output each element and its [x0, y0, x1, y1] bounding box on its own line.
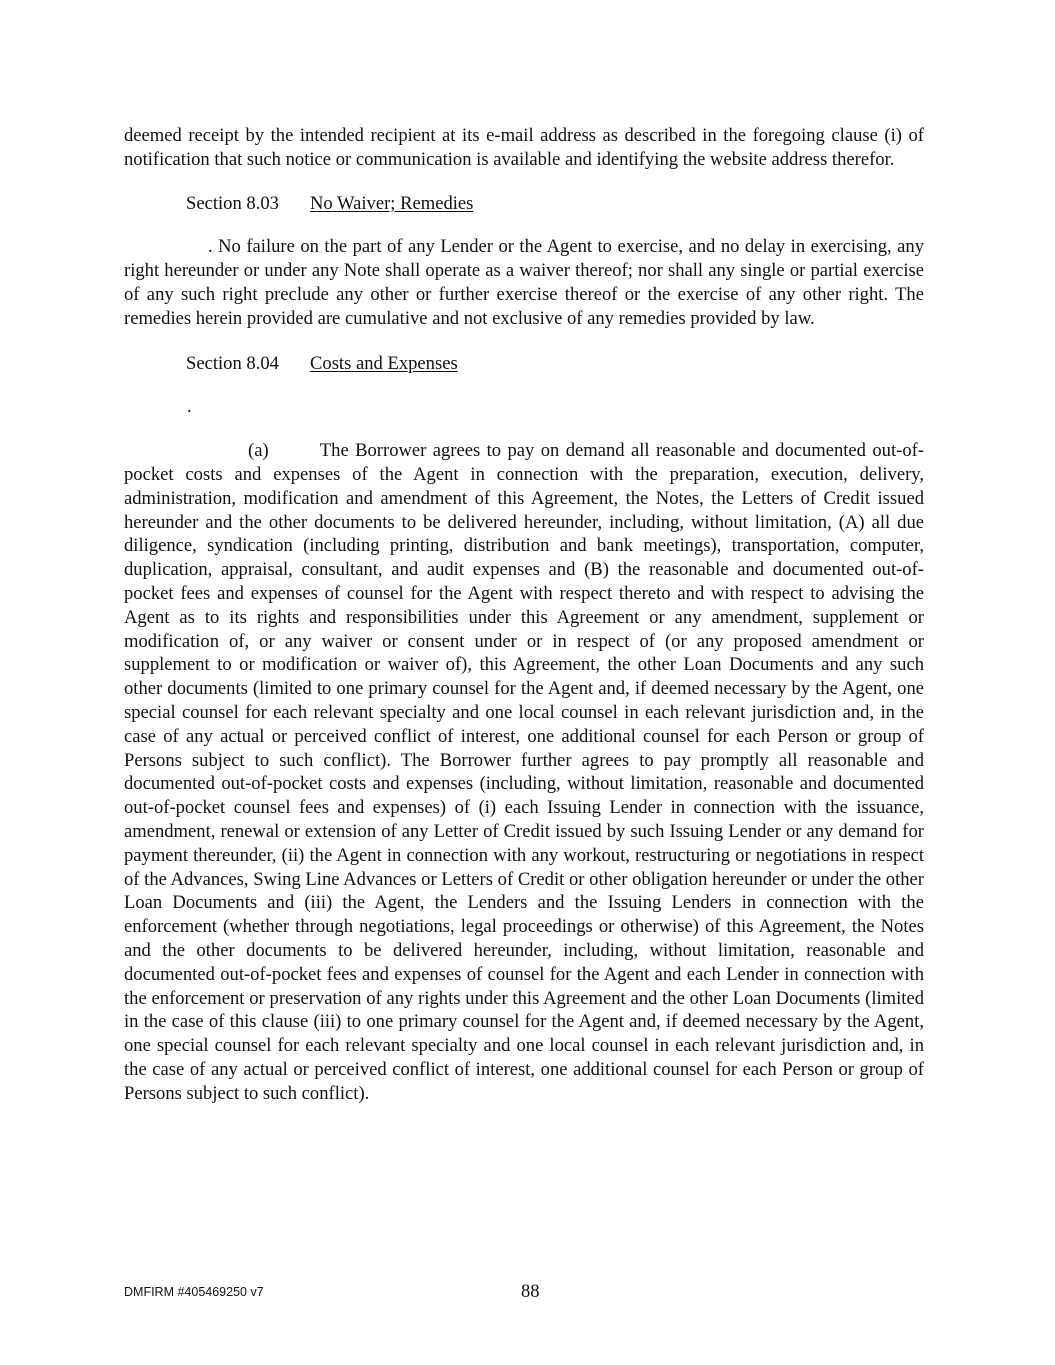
document-body [124, 124, 924, 1105]
paragraph-no-waiver: . No failure on the part of any Lender or the Agent to exercise, and no delay in exercising, any right hereunder or under any Note shall operate as a waiver thereof; nor shall any single or partial exercise of any such right preclude any other or further exercise thereof or the exercise of any other right. The remedies herein provided are cumulative and not exclusive of any remedies provided by law. [124, 236, 924, 329]
section-number: Section 8.03 [186, 192, 279, 214]
paragraph-intro: deemed receipt by the intended recipient at its e-mail address as described in the foregoing clause (i) of notification that such notice or communication is available and identifying the website address therefor. [124, 125, 924, 170]
page-number: 88 [521, 1281, 540, 1302]
footer-document-id: DMFIRM #405469250 v7 [124, 1285, 264, 1299]
section-heading-8-04 [124, 352, 924, 376]
section-number: Section 8.04 [186, 352, 279, 374]
section-title: Costs and Expenses [310, 352, 458, 374]
section-title: No Waiver; Remedies [310, 192, 474, 214]
paragraph-costs-dot: . [187, 396, 192, 418]
paragraph-costs-a: (a) The Borrower agrees to pay on demand all reasonable and documented out-of-pocket costs and expenses of the Agent in connection with the preparation, execution, delivery, administration, modification and amendment of this Agreement, the Notes, the Letters of Credit issued hereunder and the other documents to be delivered hereunder, including, without limitation, (A) all due diligence, syndication (including printing, distribution and bank meetings), transportation, computer, duplication, appraisal, consultant, and audit expenses and (B) the reasonable and documented out-of-pocket fees and expenses of counsel for the Agent with respect thereto and with respect to advising the Agent as to its rights and responsibilities under this Agreement or any amendment, supplement or modification of, or any waiver or consent under or in respect of (or any proposed amendment or supplement to or modification or waiver of), this Agreement, the other Loan Documents and any such other documents (limited to one primary counsel for the Agent and, if deemed necessary by the Agent, one special counsel for each relevant specialty and one local counsel in each relevant jurisdiction and, in the case of any actual or perceived conflict of interest, one additional counsel for each Person or group of Persons subject to such conflict). The Borrower further agrees to pay promptly all reasonable and documented out-of-pocket costs and expenses (including, without limitation, reasonable and documented out-of-pocket counsel fees and expenses) of (i) each Issuing Lender in connection with the issuance, amendment, renewal or extension of any Letter of Credit issued by such Issuing Lender or any demand for payment thereunder, (ii) the Agent in connection with any workout, restructuring or negotiations in respect of the Advances, Swing Line Advances or Letters of Credit or other obligation hereunder or under the other Loan Documents and (iii) the Agent, the Lenders and the Issuing Lenders in connection with the enforcement (whether through negotiations, legal proceedings or otherwise) of this Agreement, the Notes and the other documents to be delivered hereunder, including, without limitation, reasonable and documented out-of-pocket fees and expenses of counsel for the Agent and each Lender in connection with the enforcement or preservation of any rights under this Agreement and the other Loan Documents (limited in the case of this clause (iii) to one primary counsel for the Agent and, if deemed necessary by the Agent, one special counsel for each relevant specialty and one local counsel in each relevant jurisdiction and, in the case of any actual or perceived conflict of interest, one additional counsel for each Person or group of Persons subject to such conflict). [124, 440, 924, 1104]
section-heading-8-03 [124, 192, 924, 216]
